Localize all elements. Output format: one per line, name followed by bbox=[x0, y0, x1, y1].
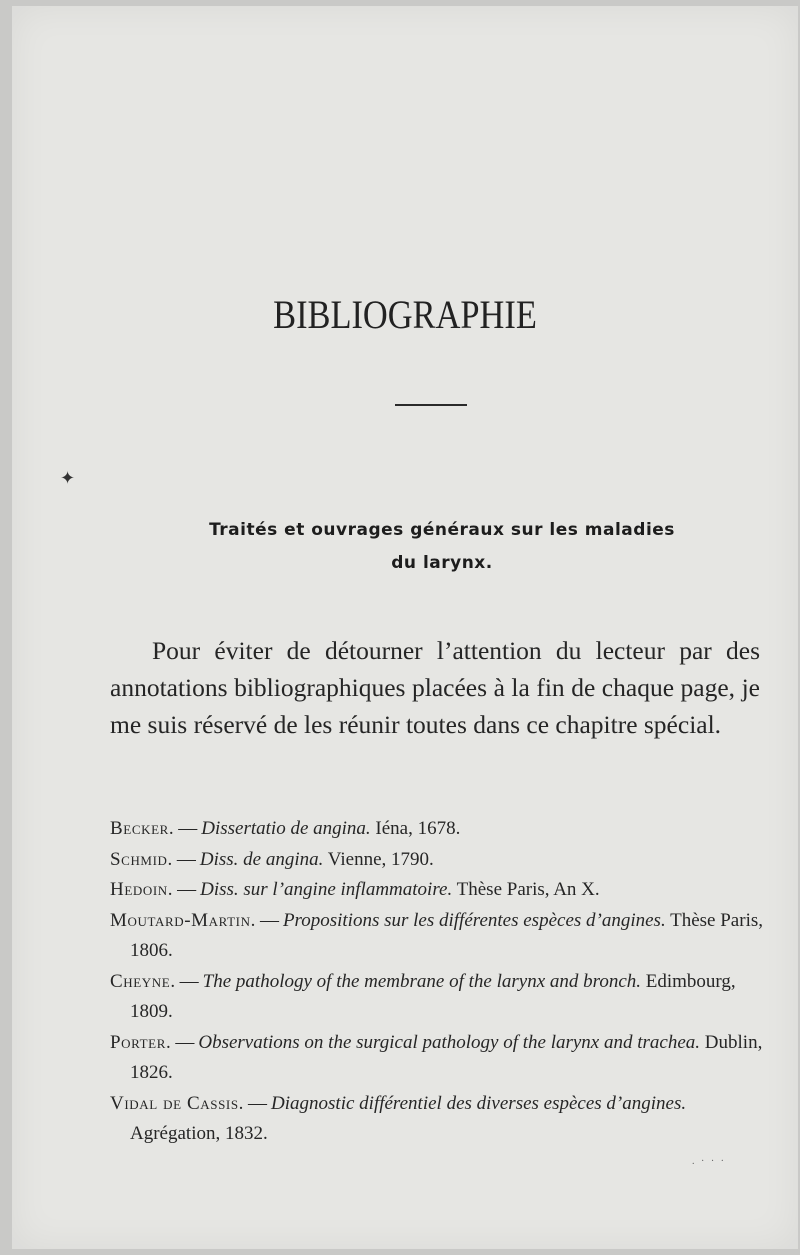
bib-separator: — bbox=[178, 818, 198, 839]
bib-separator: — bbox=[176, 848, 196, 870]
bib-title: Propositions sur les différentes espèces d’angines. bbox=[282, 909, 666, 931]
bib-author: Moutard-Martin. bbox=[110, 909, 256, 931]
bib-publication: Iéna, 1678. bbox=[375, 818, 461, 839]
bib-author: Vidal de Cassis. bbox=[110, 1092, 245, 1114]
bib-entry bbox=[110, 875, 770, 906]
bib-publication: Thèse Paris, An X. bbox=[456, 879, 600, 900]
margin-mark-icon: ✦ bbox=[60, 468, 76, 488]
bib-entry bbox=[110, 1028, 770, 1089]
bib-publication: Dublin, 1826. bbox=[130, 1031, 763, 1083]
bib-publication: Agrégation, 1832. bbox=[130, 1123, 268, 1144]
title-rule bbox=[395, 404, 467, 406]
intro-paragraph: Pour éviter de détourner l’attention du lecteur par des annotations bibliographiques placées à la fin de chaque page, je me suis réservé de les réunir toutes dans ce chapitre spécial. bbox=[110, 636, 760, 739]
bib-publication: Thèse Paris, 1806. bbox=[130, 909, 763, 961]
bib-separator: — bbox=[248, 1092, 268, 1114]
bib-title: Dissertatio de angina. bbox=[201, 818, 371, 839]
bib-entry bbox=[110, 906, 770, 967]
bib-publication: Edimbourg, 1809. bbox=[130, 970, 736, 1022]
bib-separator: — bbox=[259, 909, 279, 931]
bib-title: Observations on the surgical pathology of the larynx and trachea. bbox=[198, 1031, 701, 1053]
bib-separator: — bbox=[177, 879, 197, 900]
book-page bbox=[12, 6, 798, 1249]
bib-author: Hedoin. bbox=[110, 879, 174, 900]
bib-title: Diss. sur l’angine inflammatoire. bbox=[200, 879, 453, 900]
bib-separator: — bbox=[179, 970, 199, 992]
subtitle-line-2: du larynx. bbox=[391, 553, 493, 573]
bib-entry bbox=[110, 845, 770, 876]
print-smudge: . · · · bbox=[692, 1156, 726, 1167]
page-title: BIBLIOGRAPHIE bbox=[273, 292, 537, 337]
bibliography-list bbox=[110, 814, 770, 1150]
bib-title: Diagnostic différentiel des diverses espèces d’angines. bbox=[271, 1092, 687, 1114]
bib-author: Porter. bbox=[110, 1031, 172, 1053]
bib-publication: Vienne, 1790. bbox=[327, 848, 434, 870]
bib-entry bbox=[110, 1089, 770, 1150]
bib-title: The pathology of the membrane of the larynx and bronch. bbox=[202, 970, 642, 992]
bib-entry bbox=[110, 967, 770, 1028]
section-subtitle bbox=[102, 514, 782, 580]
bib-title: Diss. de angina. bbox=[199, 848, 324, 870]
bib-author: Cheyne. bbox=[110, 970, 176, 992]
bib-separator: — bbox=[175, 1031, 195, 1053]
bib-entry bbox=[110, 814, 770, 845]
bib-author: Becker. bbox=[110, 818, 175, 839]
bib-author: Schmid. bbox=[110, 848, 173, 870]
subtitle-line-1: Traités et ouvrages généraux sur les maladies bbox=[209, 520, 675, 540]
